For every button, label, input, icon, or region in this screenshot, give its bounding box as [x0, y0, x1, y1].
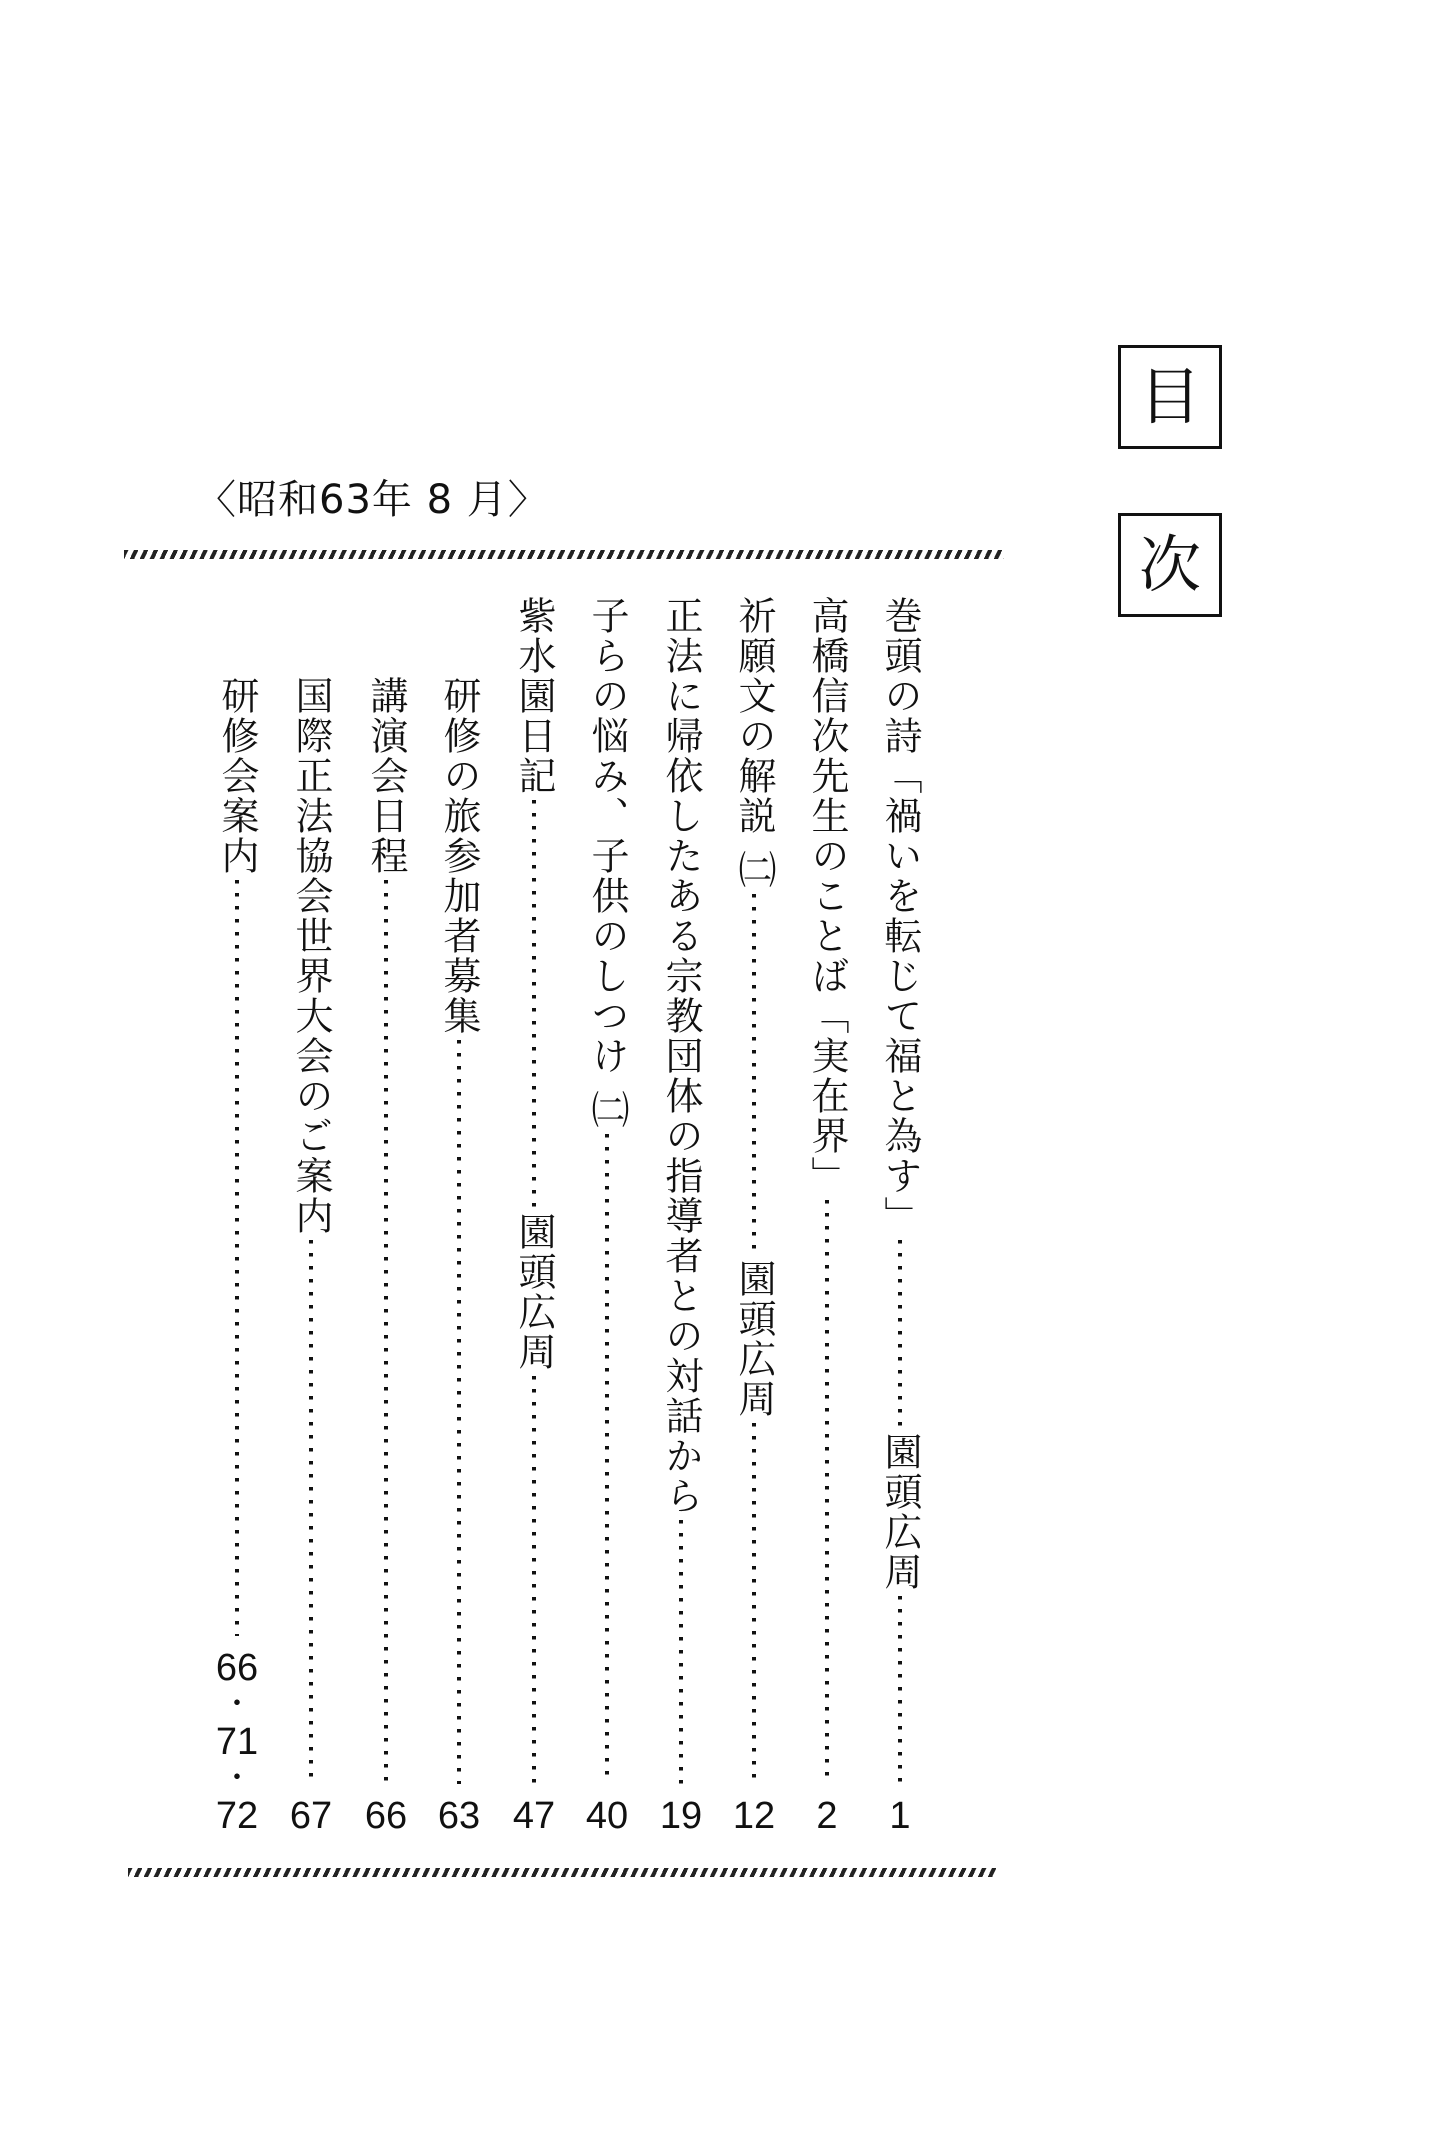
toc-entry-page: 66	[215, 1647, 259, 1689]
toc-entry-title: 国際正法協会世界大会のご案内	[289, 676, 333, 1236]
toc-entry[interactable]	[582, 596, 632, 1836]
toc-leader-dots	[309, 1240, 313, 1784]
toc-entry[interactable]	[729, 596, 779, 1836]
toc-entry-page: 71	[215, 1721, 259, 1763]
toc-entry[interactable]	[212, 676, 262, 1836]
toc-entry-page: 47	[512, 1795, 556, 1837]
toc-entry-title: 巻頭の詩「禍いを転じて福と為す」	[878, 596, 922, 1236]
issue-date: 〈昭和63年 8 月〉	[196, 477, 549, 523]
toc-entry[interactable]	[361, 676, 411, 1836]
toc-leader-dots	[825, 1200, 829, 1784]
toc-entry-title: 研修の旅参加者募集	[437, 676, 481, 1036]
toc-leader-dots	[679, 1520, 683, 1784]
toc-leader-dots	[752, 1423, 756, 1784]
toc-entry[interactable]	[875, 596, 925, 1836]
toc-entry-page: 67	[289, 1795, 333, 1837]
toc-entry-title: 子らの悩み、子供のしつけ ㈡	[585, 596, 629, 1131]
toc-entry-title: 正法に帰依したある宗教団体の指導者との対話から	[659, 596, 703, 1516]
toc-leader-dots	[235, 880, 239, 1636]
toc-heading-char-2: 次	[1118, 513, 1222, 617]
toc-leader-dots	[605, 1134, 609, 1784]
toc-entry[interactable]	[802, 596, 852, 1836]
toc-entry-author: 園頭広周	[732, 1259, 776, 1420]
toc-leader-dots	[532, 800, 536, 1208]
toc-entry-page: 12	[732, 1795, 776, 1837]
toc-entry-page: 63	[437, 1795, 481, 1837]
toc-entry-page: 40	[585, 1795, 629, 1837]
page-separator: ・	[222, 1687, 252, 1722]
toc-entry[interactable]	[509, 596, 559, 1836]
toc-entry[interactable]	[656, 596, 706, 1836]
toc-entry-title: 講演会日程	[364, 676, 408, 876]
toc-entry-pages	[216, 1648, 258, 1836]
toc-leader-dots	[752, 894, 756, 1255]
toc-entry-author: 園頭広周	[878, 1432, 922, 1592]
toc-entry-title: 祈願文の解説 ㈡	[732, 596, 776, 891]
toc-entry[interactable]	[434, 676, 484, 1836]
toc-leader-dots	[384, 880, 388, 1784]
toc-entry-author: 園頭広周	[512, 1212, 556, 1372]
toc-leader-dots	[532, 1376, 536, 1784]
toc-entry-page: 2	[816, 1795, 838, 1837]
toc-entry-page: 19	[659, 1795, 703, 1837]
toc-entry-page: 1	[889, 1795, 911, 1837]
toc-entry-page: 66	[364, 1795, 408, 1837]
toc-entry-page: 72	[215, 1795, 259, 1837]
toc-entry[interactable]	[286, 676, 336, 1836]
toc-leader-dots	[898, 1596, 902, 1784]
toc-entry-title: 紫水園日記	[512, 596, 556, 796]
toc-leader-dots	[898, 1240, 902, 1428]
toc-leader-dots	[457, 1040, 461, 1784]
page-separator: ・	[222, 1761, 252, 1796]
toc-heading-char-1: 目	[1118, 345, 1222, 449]
toc-entry-title: 高橋信次先生のことば「実在界」	[805, 596, 849, 1196]
toc-entry-title: 研修会案内	[215, 676, 259, 876]
